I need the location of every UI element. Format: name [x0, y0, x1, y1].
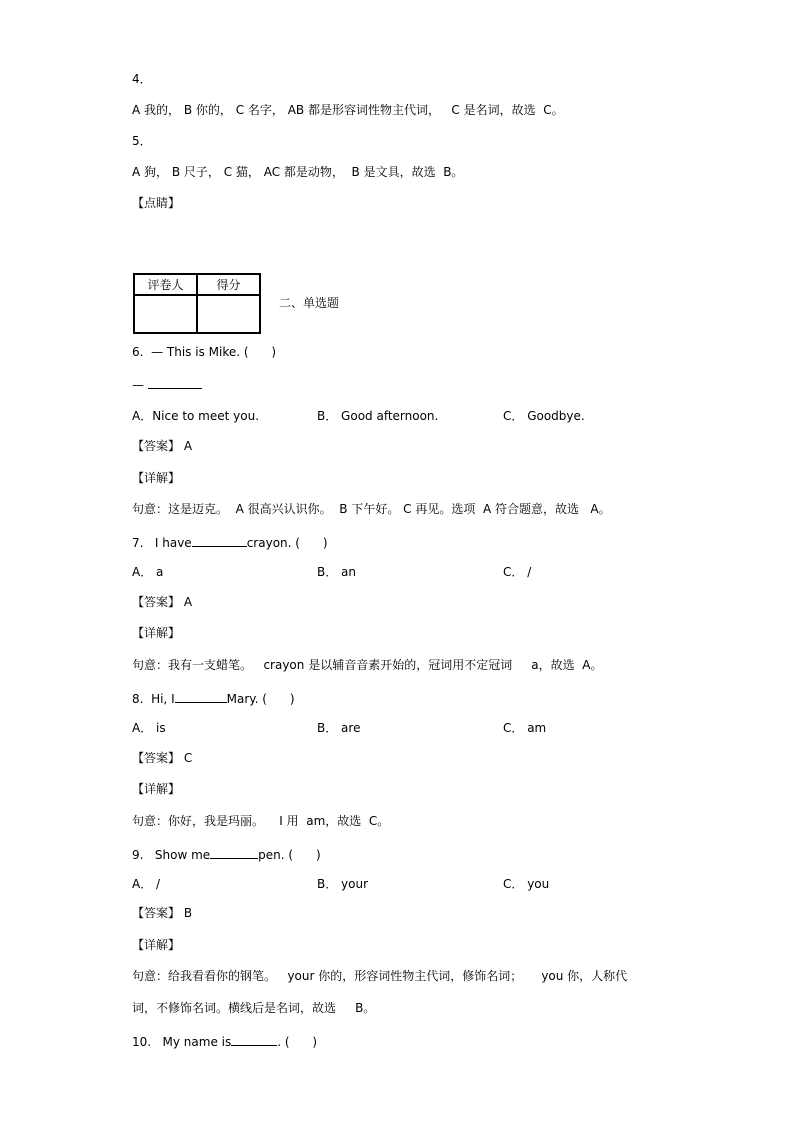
q7-option-b: B． an — [317, 565, 357, 579]
q9-option-b: B． your — [317, 877, 369, 891]
q6-answer-value: A — [183, 439, 193, 453]
q8-stem-post: Mary. ( ) — [226, 692, 295, 706]
q9-answer-value: B — [183, 906, 193, 920]
reviewer-cell — [134, 295, 197, 333]
point-label: 【点睛】 — [132, 196, 181, 210]
grading-table — [133, 273, 261, 334]
q10-stem — [132, 1033, 317, 1049]
q6-detail-label: 【详解】 — [132, 471, 181, 485]
q8-stem — [132, 690, 295, 706]
q7-stem-pre: 7. I have — [132, 536, 192, 550]
reviewer-header: 评卷人 — [134, 274, 197, 295]
q6-answer-blank — [148, 376, 202, 389]
q4-explanation: A 我的， B 你的， C 名字， AB 都是形容词性物主代词， C 是名词，故选 C。 — [132, 103, 564, 117]
q9-stem — [132, 846, 321, 862]
q8-detail-label: 【详解】 — [132, 782, 181, 796]
section-title: 二、单选题 — [279, 296, 340, 310]
q8-stem-pre: 8. Hi, I — [132, 692, 175, 706]
q6-reply-line — [132, 376, 202, 392]
q9-option-c: C． you — [503, 877, 550, 891]
q8-blank — [175, 690, 227, 703]
q9-answer — [132, 906, 192, 920]
q5-number: 5． — [132, 134, 152, 148]
q7-answer — [132, 595, 192, 609]
q8-explanation: 句意：你好，我是玛丽。 I 用 am，故选 C。 — [132, 814, 390, 828]
q10-stem-pre: 10. My name is — [132, 1035, 232, 1049]
answer-label: 【答案】 — [132, 906, 181, 920]
q9-explanation-line1: 句意：给我看看你的钢笔。 your 你的，形容词性物主代词，修饰名词； you 你，人称代 — [132, 969, 628, 983]
q8-answer-value: C — [183, 751, 193, 765]
q6-option-b: B． Good afternoon. — [317, 409, 439, 423]
q6-explanation: 句意：这是迈克。 A 很高兴认识你。 B 下午好。 C 再见。选项 A 符合题意，故选 A。 — [132, 502, 611, 516]
q6-option-a: A．Nice to meet you. — [132, 409, 260, 423]
q6-answer — [132, 439, 192, 453]
q6-reply-dash: — — [132, 378, 144, 392]
q4-number: 4． — [132, 72, 152, 86]
answer-label: 【答案】 — [132, 595, 181, 609]
q5-explanation: A 狗， B 尺子， C 猫， AC 都是动物， B 是文具，故选 B。 — [132, 165, 464, 179]
q7-detail-label: 【详解】 — [132, 626, 181, 640]
answer-label: 【答案】 — [132, 439, 181, 453]
q7-option-a: A． a — [132, 565, 164, 579]
q9-option-a: A． / — [132, 877, 161, 891]
q8-option-a: A． is — [132, 721, 166, 735]
q7-option-c: C． / — [503, 565, 532, 579]
answer-label: 【答案】 — [132, 751, 181, 765]
score-cell — [197, 295, 260, 333]
q9-detail-label: 【详解】 — [132, 938, 181, 952]
q9-stem-post: pen. ( ) — [258, 848, 321, 862]
q8-answer — [132, 751, 192, 765]
q10-blank — [231, 1033, 277, 1046]
q6-option-c: C． Goodbye. — [503, 409, 585, 423]
q7-stem — [132, 534, 328, 550]
score-header: 得分 — [197, 274, 260, 295]
q9-explanation-line2: 词，不修饰名词。横线后是名词，故选 B。 — [132, 1001, 376, 1015]
q7-answer-value: A — [183, 595, 193, 609]
q8-option-b: B． are — [317, 721, 361, 735]
q9-blank — [210, 846, 258, 859]
q9-stem-pre: 9. Show me — [132, 848, 211, 862]
q8-option-c: C． am — [503, 721, 547, 735]
q7-stem-post: crayon. ( ) — [246, 536, 328, 550]
q7-explanation: 句意：我有一支蜡笔。 crayon 是以辅音音素开始的，冠词用不定冠词 a，故选 A。 — [132, 658, 603, 672]
q7-blank — [192, 534, 247, 547]
q6-stem: 6. — This is Mike. ( ) — [132, 345, 277, 359]
q10-stem-post: . ( ) — [277, 1035, 318, 1049]
